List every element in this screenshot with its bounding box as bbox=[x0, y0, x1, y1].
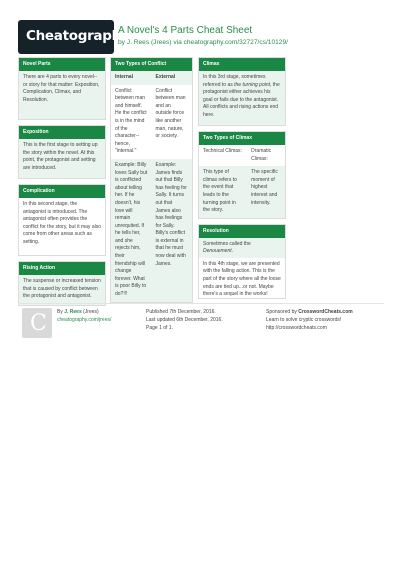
sponsor-tagline: Learn to solve cryptic crosswords! bbox=[266, 317, 342, 323]
table-cell: Example: Billy loves Sally but is conflicted about telling her. If he doesn't, his love will remain unrequited. If he tells her, and she rejects him, their friendship will change forever. What is poor Billy to do?!!! bbox=[111, 159, 152, 302]
table-cell: The specific moment of highest interest and intensity. bbox=[247, 166, 285, 218]
section-title: Two Types of Climax bbox=[199, 132, 285, 145]
section-exposition bbox=[18, 125, 106, 179]
text-emphasis: the turning point bbox=[234, 81, 270, 88]
text-part: In this 3rd stage, sometimes referred to as bbox=[203, 74, 266, 88]
section-text: The suspense or increased tension that is caused by conflict between the protagonist and antagonist. bbox=[19, 275, 105, 305]
table-row bbox=[111, 85, 192, 159]
section-title: Resolution bbox=[199, 225, 285, 238]
by-label: By bbox=[57, 309, 65, 315]
sponsor-link[interactable]: CrosswordCheats.com bbox=[298, 309, 353, 315]
section-title: Two Types of Conflict bbox=[111, 58, 192, 71]
publish-info bbox=[146, 308, 223, 332]
avatar-letter: C bbox=[30, 311, 47, 336]
author-avatar bbox=[22, 308, 52, 338]
column-3 bbox=[198, 57, 286, 304]
section-text: This is the first stage to setting up the story within the novel. At this point, the protagonist and setting are introduced. bbox=[19, 139, 105, 178]
table-cell: Conflict between man and himself. He the conflict is in the mind of the character-- hence, "internal." bbox=[111, 85, 152, 159]
byline-link[interactable]: by J. Rees (Jrees) via cheatography.com/32727/cs/10129/ bbox=[118, 39, 288, 46]
section-title: Novel Parts bbox=[19, 58, 105, 71]
page-header bbox=[18, 20, 384, 54]
section-title: Climax bbox=[199, 58, 285, 71]
page-footer bbox=[18, 303, 384, 339]
section-text: In this second stage, the antagonist is introduced. The antagonist often provides the conflict for the story, but it may also come from other areas such as setting. bbox=[19, 198, 105, 255]
table-cell: Example: James finds out that Billy has feeling for Sally. It turns out that James also has feelings for Sally. Billy's conflict is external in that he must now deal with James. bbox=[152, 159, 193, 302]
table-row bbox=[199, 166, 285, 218]
cheatography-logo[interactable] bbox=[18, 20, 130, 54]
text-part: . bbox=[231, 248, 234, 255]
table-cell: This type of climax refers to the event that leads to the turning point in the story. bbox=[199, 166, 247, 218]
section-rising-action bbox=[18, 261, 106, 306]
table-header: Dramatic Climax: bbox=[247, 145, 285, 166]
section-text bbox=[199, 71, 285, 125]
table-header: Technical Climax: bbox=[199, 145, 247, 166]
section-climax bbox=[198, 57, 286, 126]
table-header: External bbox=[152, 71, 193, 85]
section-text bbox=[199, 238, 285, 258]
section-conflict-types bbox=[110, 57, 193, 303]
text-emphasis: Denouement bbox=[203, 248, 232, 255]
section-title: Exposition bbox=[19, 126, 105, 139]
table-row bbox=[111, 159, 192, 302]
section-title: Complication bbox=[19, 185, 105, 198]
section-novel-parts bbox=[18, 57, 106, 120]
section-text: There are 4 parts to every novel--or story for that matter: Exposition, Complication, Climax, and Resolution. bbox=[19, 71, 105, 119]
text-part: , the protagonist either achieves his goal or fails due to the antagonist. All conflicts and rising actions end here. bbox=[203, 81, 280, 118]
author-name-link[interactable]: J. Rees bbox=[64, 309, 82, 315]
author-info bbox=[57, 308, 111, 324]
section-title: Rising Action bbox=[19, 262, 105, 275]
column-2 bbox=[110, 57, 193, 308]
author-profile-link[interactable]: cheatography.com/jrees/ bbox=[57, 317, 112, 323]
sponsor-info bbox=[266, 308, 353, 332]
table-cell: Conflict between man and an outside force like another man, nature, or society. bbox=[152, 85, 193, 159]
section-complication bbox=[18, 184, 106, 256]
sponsor-label: Sponsored by bbox=[266, 309, 299, 315]
page-title[interactable]: A Novel's 4 Parts Cheat Sheet bbox=[118, 25, 253, 36]
updated-date: Last updated 6th December, 2016. bbox=[146, 317, 223, 323]
climax-table bbox=[199, 145, 285, 218]
column-1 bbox=[18, 57, 106, 311]
section-text: In this 4th stage, we are presented with the falling action. This is the part of the story where all the loose ends are tied up...or not. Maybe there's a sequel in the works! bbox=[199, 258, 285, 298]
conflict-table bbox=[111, 71, 192, 302]
section-resolution bbox=[198, 224, 286, 299]
section-climax-types bbox=[198, 131, 286, 219]
published-date: Published 7th December, 2016. bbox=[146, 309, 216, 315]
table-header: Internal bbox=[111, 71, 152, 85]
logo-text: Cheatography bbox=[26, 28, 130, 44]
text-part: Sometimes called the bbox=[203, 240, 251, 247]
author-handle: (Jrees) bbox=[81, 309, 99, 315]
page-count: Page 1 of 1. bbox=[146, 325, 173, 331]
sponsor-url-link[interactable]: http://crosswordcheats.com bbox=[266, 325, 327, 331]
